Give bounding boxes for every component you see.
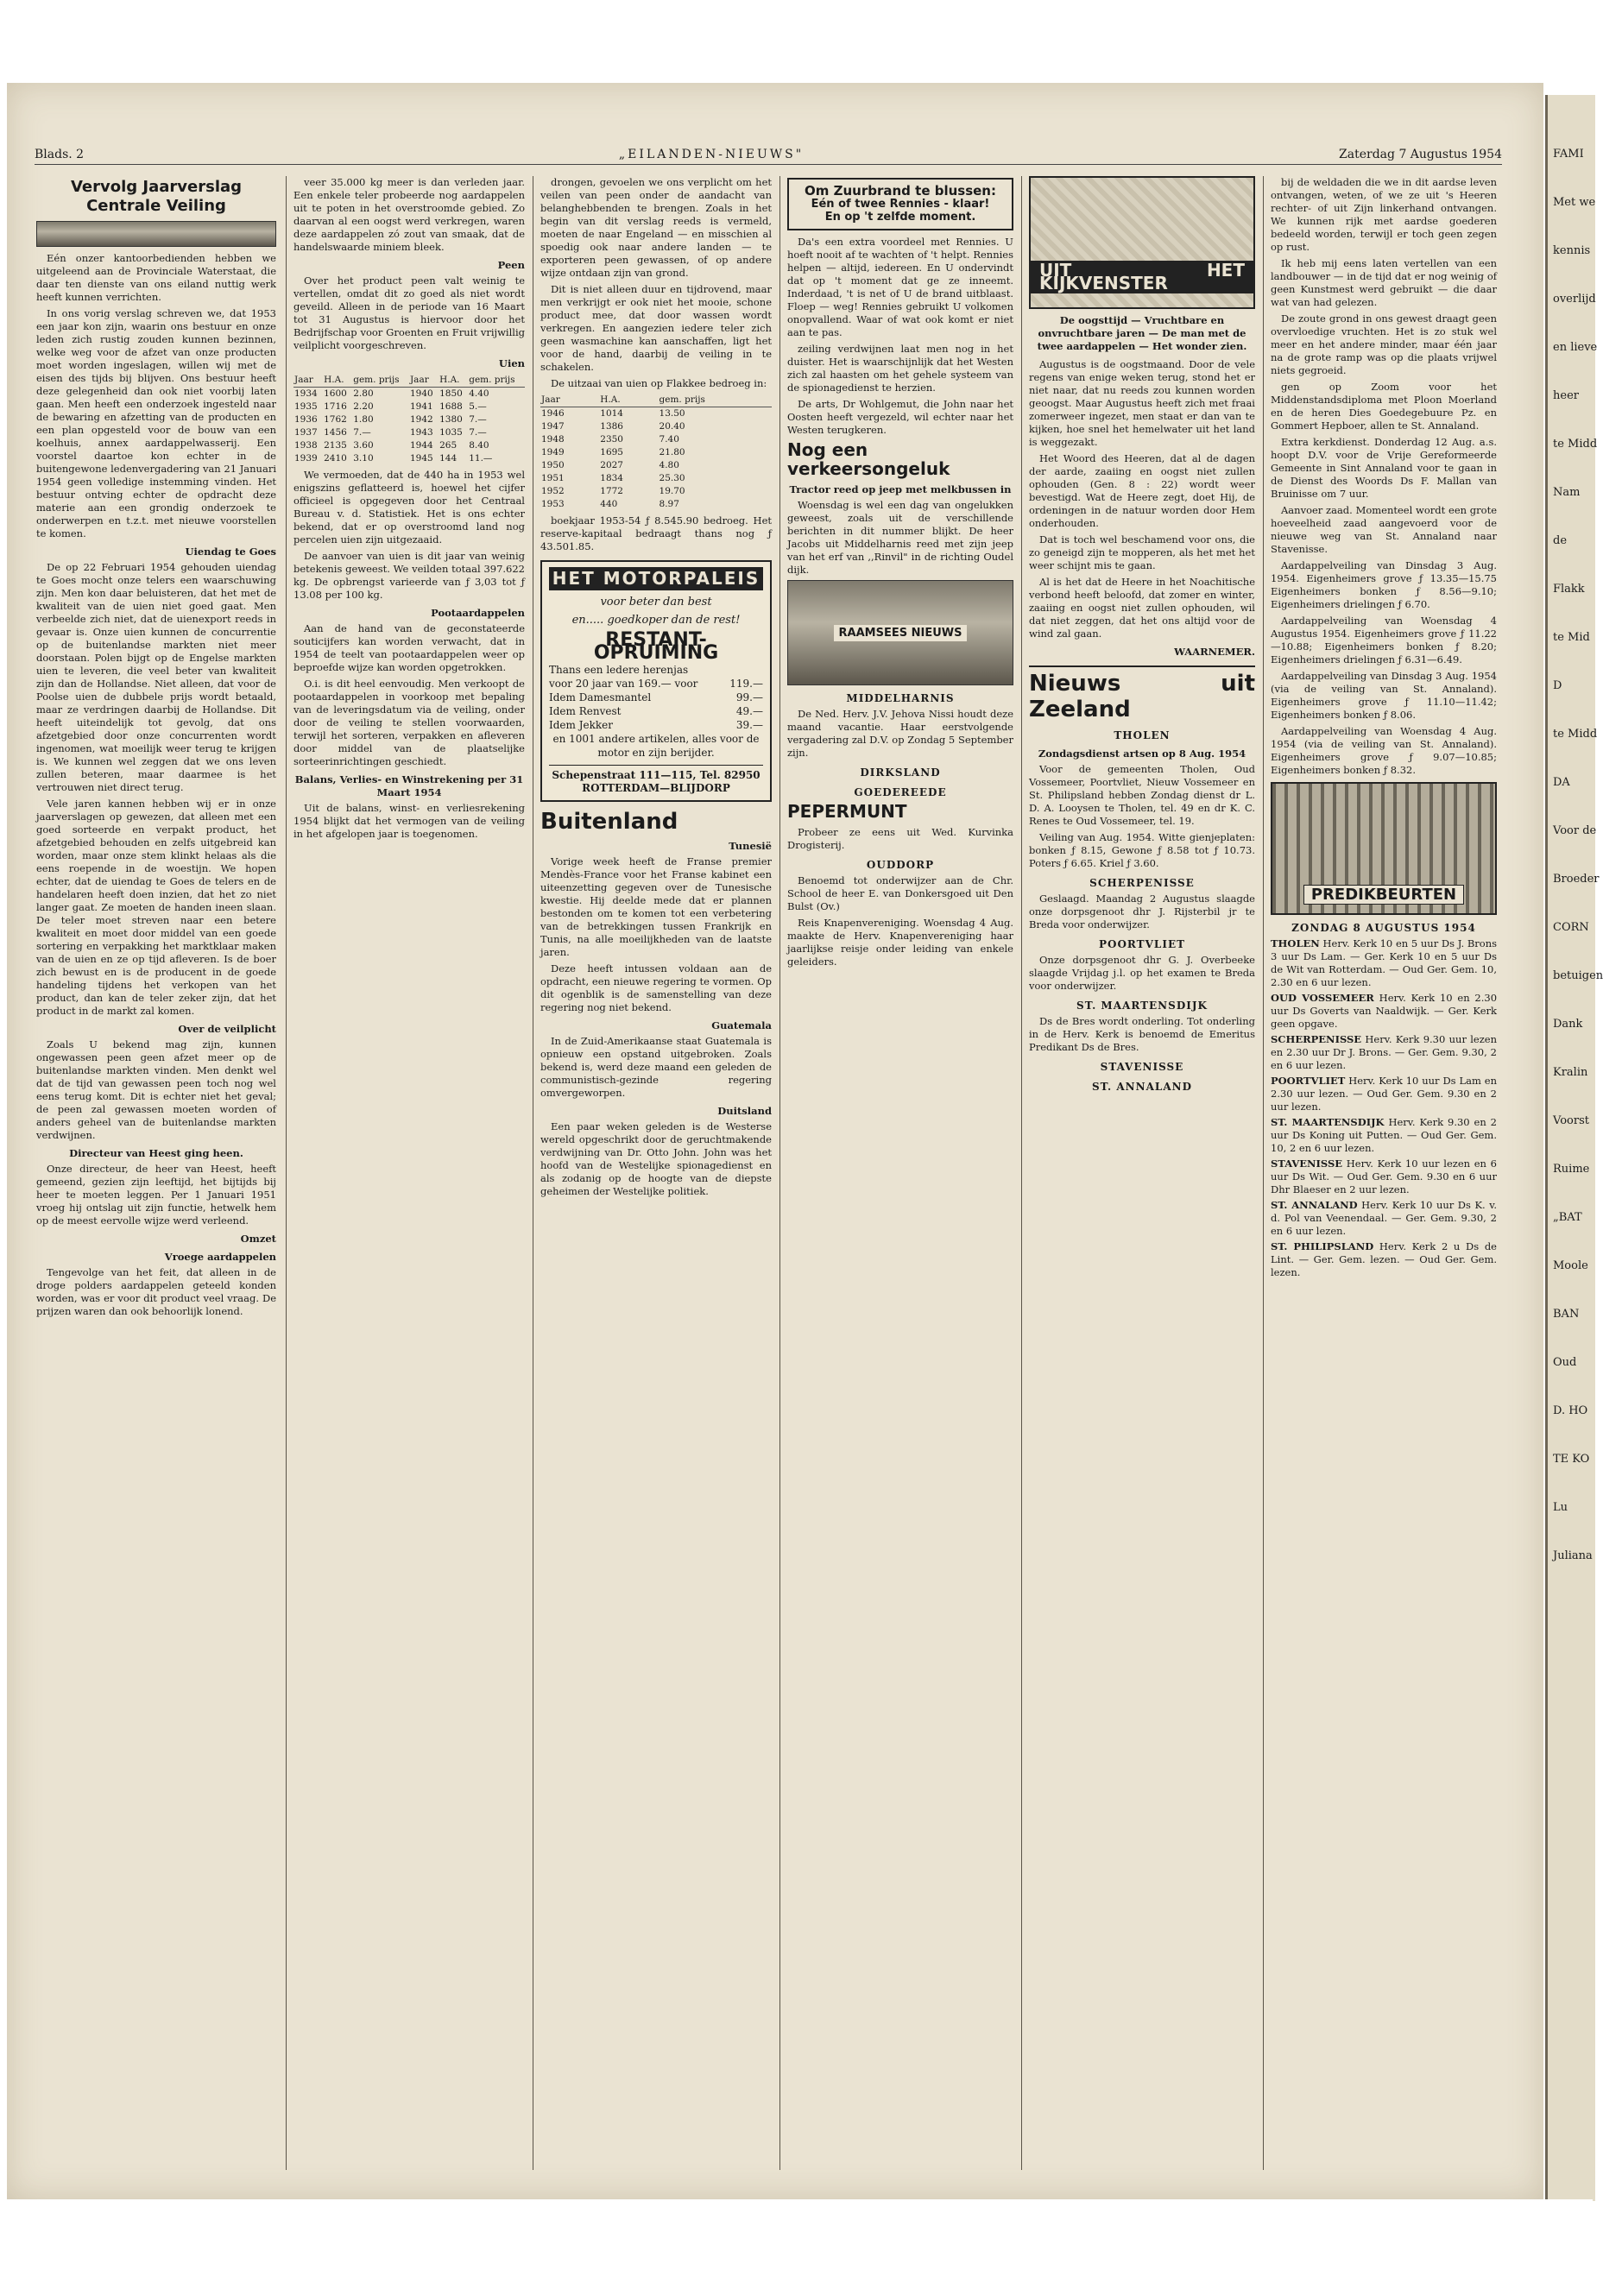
article-title-jaarverslag: Vervolg Jaarverslag Centrale Veiling [70, 178, 243, 215]
table-cell: 1950 [541, 460, 565, 470]
table-cell: 3.10 [353, 453, 374, 464]
schedule-entry [1271, 1033, 1497, 1072]
adjacent-page-text: Ruime [1553, 1163, 1590, 1176]
schedule-place: ST. PHILIPSLAND [1271, 1240, 1374, 1252]
column-4 [787, 176, 1013, 2170]
subheading-guatemala: Guatemala [711, 1019, 772, 1031]
ad-headline: RESTANT-OPRUIMING [593, 629, 719, 664]
article-paragraph: De uitzaai van uien op Flakkee bedroeg in: [551, 377, 767, 389]
table-cell: 1014 [600, 408, 623, 419]
column-1 [36, 176, 276, 2170]
adjacent-page-text: Oud [1553, 1356, 1577, 1369]
table-cell: 1952 [541, 486, 565, 496]
table-cell: 1850 [439, 388, 463, 399]
table-cell: 7.40 [659, 434, 679, 445]
subheading-pootaardappelen: Pootaardappelen [431, 607, 525, 619]
schedule-place: ST. MAARTENSDIJK [1271, 1116, 1385, 1128]
subheading-veilplicht: Over de veilplicht [178, 1023, 276, 1035]
article-paragraph: Het Woord des Heeren, dat al de dagen der aarde, zaaiing en oogst niet zullen ophouden (Gen. 8 : 22) wordt weer bevestigd. Wat de Heere zegt, doet Hij, de ordeningen in de natuur worden door Hem onderhouden. [1029, 452, 1255, 529]
table-cell: 7.— [469, 414, 487, 425]
table-cell: 2027 [600, 460, 623, 470]
adjacent-page-text: overlijd [1553, 293, 1596, 306]
article-paragraph: Al is het dat de Heere in het Noachitische verbond heeft beloofd, dat zomer en winter, zaaiing en oogst niet zullen ophouden, wil dat niet zeggen, dat het ons altijd voor de wind zal gaan. [1029, 576, 1255, 640]
table-cell: 2350 [600, 434, 623, 445]
article-paragraph: De zoute grond in ons gewest draagt geen overvloedige vruchten. Het is zo stuk wel meer en het andere minder, maar één jaar na de grote ramp was op die plaats vrijwel niets gegroeid. [1271, 312, 1497, 376]
place-heading: THOLEN [1114, 729, 1171, 741]
place-heading: ST. ANNALAND [1091, 1081, 1193, 1093]
table-row [540, 407, 772, 421]
table-row [293, 426, 525, 439]
ad-item: Idem Damesmantel [549, 691, 652, 703]
article-paragraph: In ons vorig verslag schreven we, dat 1953 een jaar kon zijn, waarin ons bestuur en onze leden zich rustig zouden kunnen bezinnen, welke weg voor de afzet van onze producten moet worden ingeslagen, willen wij met de eisen des tijds bij blijven. Ons bestuur heeft deze gelegenheid dan ook niet voorbij laten gaan. Men heeft een onderzoek ingesteld naar de bewaring en afzetting van de producten en een plan opgesteld voor de bouw van een koelhuis, annex aardappelwasserij. Een voorstel daartoe kon echter in de buitengewone ledenvergadering van 21 Januari 1954 geen volledige instemming vinden. Het bestuur ontving echter de opdracht deze materie aan een grondig onderzoek te onderwerpen en t.z.t. met nieuwe voorstellen te komen. [36, 307, 276, 539]
column-3 [540, 176, 772, 2170]
section-title-buitenland: Buitenland [540, 809, 678, 835]
scan-bottom-margin [0, 2199, 1593, 2296]
table-cell: 25.30 [659, 473, 685, 483]
article-paragraph: Geslaagd. Maandag 2 Augustus slaagde onze dorpsgenoot dhr J. Rijsterbil jr te Breda voor onderwijzer. [1029, 893, 1255, 930]
table-cell: 1948 [541, 434, 565, 445]
article-paragraph: In de Zuid-Amerikaanse staat Guatemala is opnieuw een opstand uitgebroken. Zoals bekend is, werd deze maand een geleden de communistisch-gezinde regering omvergeworpen. [540, 1035, 772, 1099]
schedule-entry [1271, 1157, 1497, 1196]
table-cell: 4.80 [659, 460, 679, 470]
schedule-text: Herv. Kerk 10 uur lezen en 6 uur Ds Wit. — Oud Ger. Gem. 9.30 en 6 uur Dhr Blaeser en 2 uur lezen. [1271, 1157, 1498, 1195]
adjacent-page-text: Kralin [1553, 1066, 1588, 1079]
table-cell: 1937 [294, 427, 318, 438]
table-header: H.A. [439, 374, 468, 388]
schedule-entry [1271, 1199, 1497, 1238]
subheading-omzet: Omzet [240, 1233, 276, 1245]
adjacent-page-text: BAN [1553, 1308, 1580, 1321]
table-row [293, 401, 525, 413]
column-rule [1263, 176, 1264, 2170]
ad-item: Idem Renvest [549, 705, 622, 717]
article-paragraph: drongen, gevoelen we ons verplicht om het veilen van peen onder de aandacht van belanghebbenden te brengen. Zoals in het begin van dit verslag reeds is vermeld, moeten de naar Engeland — en misschien al spoedig ook naar andere landen — te exporteren peen gewassen, of op andere wijze ontdaan zijn van grond. [540, 176, 772, 279]
article-paragraph: Extra kerkdienst. Donderdag 12 Aug. a.s. hoopt D.V. voor de Vrije Gereformeerde Gemeente in Sint Annaland voor te gaan in de Dienst des Woords Ds F. Mallan van Bruinisse om 7 uur. [1271, 436, 1497, 500]
table-cell: 7.— [353, 427, 371, 438]
adjacent-page-text: heer [1553, 389, 1579, 402]
table-cell: 440 [600, 499, 618, 509]
table-header: Jaar [293, 374, 323, 388]
subheading-tunesie: Tunesië [729, 840, 772, 852]
table-cell: 1035 [439, 427, 463, 438]
table-cell: 8.40 [469, 440, 489, 451]
table-cell: 1386 [600, 421, 623, 432]
ad-address: Schepenstraat 111—115, Tel. 82950 ROTTERDAM—BLIJDORP [549, 765, 763, 795]
table-cell: 1380 [439, 414, 463, 425]
article-paragraph: Deze heeft intussen voldaan aan de opdracht, een nieuwe regering te vormen. Op dit ogenblik is de samenstelling van deze regering nog niet bekend. [540, 962, 772, 1013]
article-paragraph: De op 22 Februari 1954 gehouden uiendag te Goes mocht onze telers een waarschuwing zijn. Men kon daar beluisteren, dat het met de kwaliteit van de uien niet goed gaat. Men verbeelde zich niet, dat de uienexport reeds in gevaar is. Onze uien kunnen de concurrentie op de buitenlandse markten niet meer doorstaan. Polen bijgt op de Engelse markten uien te leveren, die veel beter van kwaliteit zijn dan de Hollandse. Niet alleen, dat voor de Poolse uien de dubbele prijs wordt betaald, maar ze verdringen daarbij de Hollandse. Dit heeft uiteindelijk tot gevolg, dat ons afzetgebied door onze concurrenten wordt ingenomen, wat moeilijk weer terug te krijgen is. We kunnen wel zeggen dat we ons leven zullen beteren, maar daarmee is het vertrouwen niet direct terug. [36, 561, 276, 793]
table-cell: 1762 [324, 414, 347, 425]
place-heading: ST. MAARTENSDIJK [1076, 1000, 1208, 1012]
table-row [293, 452, 525, 465]
adjacent-page-text: Dank [1553, 1018, 1583, 1031]
ad-price: 39.— [735, 719, 763, 731]
illustration-label: RAAMSEES NIEUWS [834, 625, 968, 641]
table-cell: 1939 [294, 453, 318, 464]
subheading-balans: Balans, Verlies- en Winstrekening per 31 Maart 1954 [294, 773, 524, 798]
ad-price: 99.— [735, 691, 763, 703]
schedule-text: Herv. Kerk 10 uur Ds Lam en 2.30 uur lezen. — Oud Ger. Gem. 9.30 en 2 uur lezen. [1271, 1075, 1497, 1113]
schedule-entry [1271, 992, 1497, 1031]
adjacent-page-text: te Midd [1553, 438, 1598, 451]
table-cell: 1834 [600, 473, 623, 483]
table-cell: 1946 [541, 408, 565, 419]
subheading-uiendag: Uiendag te Goes [185, 546, 276, 558]
article-paragraph: gen op Zoom voor het Middenstandsdiploma met Ploon Moerland en de heren Dies Goedegebuure Pz. en Gommert Hepboer, allen te St. Annaland. [1271, 381, 1497, 432]
table-cell: 8.97 [659, 499, 679, 509]
article-subtitle: Tractor reed op jeep met melkbussen in [789, 483, 1012, 495]
ad-slogan: voor beter dan best [600, 596, 712, 609]
column-5 [1029, 176, 1255, 2170]
table-header: H.A. [323, 374, 352, 388]
table-cell: 1935 [294, 401, 318, 412]
table-cell: 1940 [409, 388, 433, 399]
article-paragraph: Dit is niet alleen duur en tijdrovend, maar men verkrijgt er ook niet het mooie, schone product mee, dat door wassen wordt verkregen. En aangezien iedere teler zich geen wasmachine kan aanschaffen, ligt het voor de hand, daarbij de veiling in te schakelen. [540, 283, 772, 373]
table-row [540, 433, 772, 446]
table-header: gem. prijs [659, 394, 772, 407]
article-paragraph: Een paar weken geleden is de Westerse wereld opgeschrikt door de geruchtmakende verdwijning van Dr. Otto John. John was het hoofd van de Westelijke spionagedienst en als zodanig op de hoogte van de diepste geheimen der Westelijke politiek. [540, 1120, 772, 1197]
table-cell: 1945 [409, 453, 433, 464]
article-paragraph: Tengevolge van het feit, dat alleen in de droge polders aardappelen geteeld konden worden, was er voor dit product veel vraag. De prijzen waren dan ook behoorlijk lonend. [36, 1266, 276, 1317]
adjacent-page-text: en lieve [1553, 341, 1598, 354]
table-cell: 20.40 [659, 421, 685, 432]
schedule-text: Herv. Kerk 2 u Ds de Lint. — Ger. Gem. lezen. — Oud Ger. Gem. lezen. [1271, 1240, 1497, 1278]
schedule-text: Herv. Kerk 9.30 uur lezen en 2.30 uur Dr J. Brons. — Ger. Gem. 9.30, 2 en 6 uur lezen. [1271, 1033, 1498, 1071]
adjacent-page-text: te Midd [1553, 728, 1598, 741]
table-row [293, 388, 525, 401]
church-schedule [1271, 937, 1497, 1279]
schedule-entry [1271, 1116, 1497, 1155]
table-cell: 1936 [294, 414, 318, 425]
adjacent-page-text: te Mid [1553, 631, 1590, 644]
predikbeurten-illustration [1271, 782, 1497, 915]
table-cell: 2410 [324, 453, 347, 464]
table-cell: 265 [439, 440, 458, 451]
schedule-entry [1271, 1075, 1497, 1113]
schedule-place: POORTVLIET [1271, 1075, 1346, 1087]
article-paragraph: veer 35.000 kg meer is dan verleden jaar. Een enkele teler probeerde nog aardappelen uit te poten in het overstroomde gebied. Zo daarvan al een oogst werd verkregen, waren deze aardappelen zó zout van smaak, dat de handelswaarde miniem bleek. [293, 176, 525, 253]
article-paragraph: Benoemd tot onderwijzer aan de Chr. School de heer E. van Donkersgoed uit Den Bulst (Ov.) [787, 874, 1013, 912]
adjacent-page-text: de [1553, 534, 1568, 547]
table-cell: 1953 [541, 499, 565, 509]
schedule-text: Herv. Kerk 10 en 2.30 uur Ds Goverts van Naaldwijk. — Ger. Kerk geen opgave. [1271, 992, 1498, 1030]
table-row [293, 439, 525, 452]
adjacent-page-text: Moole [1553, 1259, 1588, 1272]
place-heading: DIRKSLAND [860, 766, 941, 779]
ad-price-row [549, 704, 763, 718]
table-cell: 13.50 [659, 408, 685, 419]
adjacent-page-text: TE KO [1553, 1453, 1590, 1466]
sunday-date: ZONDAG 8 AUGUSTUS 1954 [1291, 922, 1476, 934]
newspaper-name: „EILANDEN-NIEUWS" [618, 148, 805, 161]
article-paragraph: Vorige week heeft de Franse premier Mendès-France voor het Franse kabinet een uiteenzetting gegeven over de Tunesische kwestie. Hij deelde mede dat er plannen bestonden om te komen tot een verbetering van de betrekkingen tussen Frankrijk en Tunis, na alle moeilijkheden van de laatste jaren. [540, 855, 772, 958]
issue-date: Zaterdag 7 Augustus 1954 [1339, 148, 1502, 161]
table-header: H.A. [599, 394, 658, 407]
place-heading: MIDDELHARNIS [846, 692, 955, 704]
table-cell: 21.80 [659, 447, 685, 457]
table-cell: 1695 [600, 447, 623, 457]
table-header: Jaar [540, 394, 599, 407]
schedule-place: SCHERPENISSE [1271, 1033, 1362, 1045]
table-cell: 1.80 [353, 414, 374, 425]
table-cell: 1772 [600, 486, 623, 496]
article-paragraph: Aardappelveiling van Woensdag 4 Augustus 1954. Eigenheimers grove ƒ 11.22—10.88; Eigenheimers bonken ƒ 8.20; Eigenheimers drielingen ƒ 6.31—6.49. [1271, 615, 1497, 665]
article-paragraph: Aan de hand van de geconstateerde souticijfers kan worden verwacht, dat in 1954 de teelt van pootaardappelen weer op beproefde wijze kan worden opgetrokken. [293, 622, 525, 673]
adjacent-page-text: CORN [1553, 921, 1589, 934]
place-heading: STAVENISSE [1100, 1061, 1184, 1073]
adjacent-page-text: FAMI [1553, 148, 1584, 161]
table-row [540, 472, 772, 485]
subheading-vroege-aardappelen: Vroege aardappelen [164, 1251, 276, 1263]
table-cell: 144 [439, 453, 458, 464]
rennies-advertisement [787, 178, 1013, 230]
place-heading: OUDDORP [866, 859, 935, 871]
subheading-directeur: Directeur van Heest ging heen. [69, 1147, 243, 1159]
ad-item: voor 20 jaar van 169.— voor [549, 678, 698, 690]
table-header: gem. prijs [468, 374, 525, 388]
table-cell: 1947 [541, 421, 565, 432]
adjacent-page-text: „BAT [1553, 1211, 1582, 1224]
article-paragraph: Eén onzer kantoorbedienden hebben we uitgeleend aan de Provinciale Waterstaat, die daar ten dienste van ons eiland nuttig werk heeft kunnen verrichten. [36, 252, 276, 303]
table-cell: 7.— [469, 427, 487, 438]
adjacent-page-text: Broeder [1553, 873, 1600, 886]
column-rule [779, 176, 780, 2170]
article-paragraph: Onze directeur, de heer van Heest, heeft gemeend, gezien zijn leeftijd, het bijtijds bij heer te moeten leggen. Per 1 Januari 1951 vroeg hij ontslag uit zijn functie, hetwelk hem op de meest eervolle wijze werd verleend. [36, 1163, 276, 1227]
table-cell: 1688 [439, 401, 463, 412]
schedule-text: Herv. Kerk 10 uur Ds K. v. d. Pol van Veenendaal. — Ger. Gem. 9.30, 2 en 6 uur lezen. [1271, 1199, 1497, 1237]
table-cell: 4.40 [469, 388, 489, 399]
article-paragraph: Reis Knapenvereniging. Woensdag 4 Aug. maakte de Herv. Knapenvereniging haar jaarlijkse reisje onder leiding van enkele geleiders. [787, 917, 1013, 968]
ad-title: HET MOTORPALEIS [549, 567, 763, 590]
adjacent-page-text: Flakk [1553, 583, 1585, 596]
article-paragraph: De arts, Dr Wohlgemut, die John naar het Oosten heeft vergezeld, wil echter naar het Westen terugkeren. [787, 398, 1013, 436]
table-row [540, 420, 772, 433]
ad-item: Thans een ledere herenjas [549, 664, 689, 676]
subheading-duitsland: Duitsland [717, 1105, 772, 1117]
adjacent-page-text: D [1553, 679, 1562, 692]
table-row [540, 459, 772, 472]
article-paragraph: bij de weldaden die we in dit aardse leven ontvangen, weten, of we ze uit 's Heeren rechter- of uit Zijn linkerhand ontvangen. We kunnen rijk met aardse goederen bedeeld worden, terwijl er toch geen zegen op rust. [1271, 176, 1497, 253]
table-cell: 19.70 [659, 486, 685, 496]
scan-top-margin [0, 0, 1593, 83]
ad-headline: Eén of twee Rennies - klaar! [811, 198, 990, 211]
table-header: gem. prijs [352, 374, 409, 388]
schedule-entry [1271, 937, 1497, 989]
article-paragraph: Ik heb mij eens laten vertellen van een landbouwer — in de tijd dat er nog weinig of geen Kunstmest werd gebruikt — die daar wat van had gelezen. [1271, 257, 1497, 308]
table-row [540, 446, 772, 459]
adjacent-page-text: Juliana [1553, 1549, 1593, 1562]
article-paragraph: De Ned. Herv. J.V. Jehova Nissi houdt deze maand vacantie. Haar eerstvolgende vergadering zal D.V. op Zondag 5 September zijn. [787, 708, 1013, 759]
schedule-text: Herv. Kerk 10 en 5 uur Ds J. Brons 3 uur Ds Lam. — Ger. Kerk 10 en 5 uur Ds de Wit van Rotterdam. — Oud Ger. Gem. 10, 2.30 en 6 uur lezen. [1271, 937, 1497, 988]
motorpaleis-advertisement [540, 560, 772, 802]
jaarverslag-photo [36, 221, 276, 247]
column-6 [1271, 176, 1497, 2170]
article-paragraph: Voor de gemeenten Tholen, Oud Vossemeer, Poortvliet, Nieuw Vossemeer en St. Philipsland hebben Zondag dienst dr L. D. A. Looysen te Tholen, tel. 49 en dr K. C. Renes te Oud Vossemeer, tel. 19. [1029, 763, 1255, 827]
column-2 [293, 176, 525, 2170]
column-rule [286, 176, 287, 2170]
adjacent-page-text: Nam [1553, 486, 1581, 499]
ad-price: 119.— [729, 678, 763, 690]
article-paragraph: Vele jaren kannen hebben wij er in onze jaarverslagen op gewezen, dat alleen met een goed sorteerde en verpakt product, het afzetgebied behouden en zelfs uitgebreid kan worden, maar onze stem klinkt helaas als die eens roepende in de woestijn. We hopen echter, dat de uiendag te Goes de telers en de handelaren heeft doen inzien, dat het zo niet langer gaat. Ze moeten de handen ineen slaan. De teler moet streven naar een betere kwaliteit en moet door middel van een goede sortering en verpakking het marktklaar maken van de uien en ze op tijd afleveren. Is de boer zich bewust en is de producent in de goede handeling tijdens het verkopen van het product, dan kan de teler zeker zijn, dat het product in de markt zal komen. [36, 798, 276, 1017]
ad-headline: Om Zuurbrand te blussen: [805, 183, 996, 199]
table-cell: 2135 [324, 440, 347, 451]
schedule-text: Herv. Kerk 9.30 en 2 uur Ds Koning uit Putten. — Oud Ger. Gem. 10, 2 en 6 uur lezen. [1271, 1116, 1498, 1154]
table-cell: 5.— [469, 401, 487, 412]
table-cell: 1943 [409, 427, 433, 438]
place-heading: GOEDEREEDE [854, 786, 947, 798]
article-title-verkeersongeluk: Nog een verkeersongeluk [787, 439, 950, 479]
kijkvenster-label: UIT HET KIJKVENSTER [1031, 261, 1253, 293]
article-paragraph: boekjaar 1953-54 ƒ 8.545.90 bedroeg. Het reserve-kapitaal bedraagt thans nog ƒ 43.501.85. [540, 514, 772, 552]
article-paragraph: O.i. is dit heel eenvoudig. Men verkoopt de pootaardappelen in voorkoop met bepaling van de leveringsdatum via de veiling, onder door de veiling te stellen voorwaarden, terwijl het sorteren, verpakken en afleveren door middel van de plaatselijke sorteerinrichtingen geschiedt. [293, 678, 525, 767]
ad-price-row [549, 663, 763, 677]
table-cell: 1456 [324, 427, 347, 438]
adjacent-page-edge [1545, 95, 1603, 2201]
ad-item: Idem Jekker [549, 719, 614, 731]
table-cell: 1942 [409, 414, 433, 425]
table-cell: 11.— [469, 453, 493, 464]
ad-price-list [549, 663, 763, 732]
article-paragraph: Uit de balans, winst- en verliesrekening 1954 blijkt dat het vermogen van de veiling in het afgelopen jaar is toegenomen. [293, 802, 525, 840]
article-paragraph: Augustus is de oogstmaand. Door de vele regens van enige weken terug, stond het er niet naar, dat nu reeds zou kunnen worden geoogst. Maar Augustus heeft zich met fraai zomerweer ingezet, men staat er dan van te kijken, hoe snel het hemelwater uit het land is weggezakt. [1029, 358, 1255, 448]
ad-slogan: en..... goedkoper dan de rest! [571, 614, 741, 627]
schedule-place: THOLEN [1271, 937, 1320, 949]
subheading-peen: Peen [497, 259, 525, 271]
ad-price-row [549, 677, 763, 691]
table-cell: 2.20 [353, 401, 374, 412]
place-heading: SCHERPENISSE [1089, 877, 1195, 889]
page-header [35, 145, 1502, 165]
ad-subline: En op 't zelfde moment. [824, 211, 976, 224]
table-cell: 1951 [541, 473, 565, 483]
table-cell: 1938 [294, 440, 318, 451]
article-paragraph: Aardappelveiling van Dinsdag 3 Aug. 1954 (via de veiling van St. Annaland). Eigenheimers grove ƒ 11.10—11.42; Eigenheimers bonken ƒ 8.06. [1271, 670, 1497, 721]
kijkvenster-caption: De oogsttijd — Vruchtbare en onvruchtbare jaren — De man met de twee aardappelen — Het wonder zien. [1037, 314, 1247, 352]
section-title-zeeland: Nieuws uit Zeeland [1029, 665, 1255, 722]
predikbeurten-label: PREDIKBEURTEN [1303, 885, 1464, 905]
schedule-entry [1271, 1240, 1497, 1279]
kijkvenster-illustration [1029, 176, 1255, 309]
schedule-place: STAVENISSE [1271, 1157, 1343, 1170]
article-paragraph: Da's een extra voordeel met Rennies. U hoeft nooit af te wachten of 't helpt. Rennies helpen — altijd, iedereen. En U ondervindt dat op 't moment dat ge ze inneemt. Inderdaad, 't is net of U de brand uitblaast. Floep — weg! Rennies gebruikt U volkomen onopvallend. Waar of wat ook komt er niet aan te pas. [787, 236, 1013, 338]
table-cell: 1944 [409, 440, 433, 451]
uien-price-table-2 [540, 394, 772, 511]
schedule-place: ST. ANNALAND [1271, 1199, 1358, 1211]
article-paragraph: We vermoeden, dat de 440 ha in 1953 wel enigszins geflatteerd is, hoewel het cijfer officieel is opgegeven door het Centraal Bureau v. d. Statistiek. Het is ons echter bekend, dat er op overstroomd land nog percelen uien zijn uitgezaaid. [293, 469, 525, 546]
adjacent-page-text: Voorst [1553, 1114, 1589, 1127]
article-paragraph: Woensdag is wel een dag van ongelukken geweest, zoals uit de verschillende berichten in dit nummer blijkt. De heer Jacobs uit Middelharnis reed met zijn jeep van het erf van ,,Rinvil" in de richting Oudel dijk. [787, 499, 1013, 576]
page-number: Blads. 2 [35, 148, 85, 161]
table-cell: 1716 [324, 401, 347, 412]
table-cell: 1949 [541, 447, 565, 457]
table-cell: 1600 [324, 388, 347, 399]
table-cell: 1941 [409, 401, 433, 412]
article-paragraph: Ds de Bres wordt onderling. Tot onderling in de Herv. Kerk is benoemd de Emeritus Predikant Ds de Bres. [1029, 1015, 1255, 1053]
article-paragraph: Aanvoer zaad. Momenteel wordt een grote hoeveelheid zaad aangevoerd voor de nieuwe weg van St. Annaland naar Stavenisse. [1271, 504, 1497, 555]
table-header: Jaar [409, 374, 439, 388]
table-row [293, 413, 525, 426]
table-cell: 3.60 [353, 440, 374, 451]
article-paragraph: zeiling verdwijnen laat men nog in het duister. Het is waarschijnlijk dat het Westen zich zal haasten om het gehele systeem van de spionagedienst te herzien. [787, 343, 1013, 394]
adjacent-page-text: D. HO [1553, 1404, 1588, 1417]
adjacent-page-text: kennis [1553, 244, 1591, 257]
column-rule [1021, 176, 1022, 2170]
adjacent-page-text: betuigen [1553, 969, 1603, 982]
ad-price-row [549, 691, 763, 704]
article-paragraph: Zoals U bekend mag zijn, kunnen ongewassen peen geen afzet meer op de buitenlandse markten vinden. Men denkt wel dat de tijd van gewassen peen toch nog wel eens terug komt. Dit is echter niet het geval; de peen zal gewassen moeten worden of anders geheel van de buitenlandse markten verdwijnen. [36, 1038, 276, 1141]
article-paragraph: Onze dorpsgenoot dhr G. J. Overbeeke slaagde Vrijdag j.l. op het examen te Breda voor onderwijzer. [1029, 954, 1255, 992]
article-paragraph: De aanvoer van uien is dit jaar van weinig betekenis geweest. We veilden totaal 397.622 kg. De opbrengst varieerde van ƒ 3,03 tot ƒ 13.08 per 100 kg. [293, 550, 525, 601]
table-cell: 1934 [294, 388, 318, 399]
article-paragraph: Over het product peen valt weinig te vertellen, omdat dit zo goed als niet wordt geveild. Alleen in de periode van 16 Maart tot 31 Augustus is hiervoor door het Bedrijfschap voor Groenten en Fruit vrijwillig veilplicht voorgeschreven. [293, 274, 525, 351]
table-row [540, 498, 772, 511]
adjacent-page-text: DA [1553, 776, 1570, 789]
table-row [540, 485, 772, 498]
pepermunt-heading: PEPERMUNT [787, 801, 907, 822]
ad-text: en 1001 andere artikelen, alles voor de motor en zijn berijder. [552, 733, 760, 759]
ad-price: 49.— [735, 705, 763, 717]
uien-price-table-1 [293, 374, 525, 465]
subheading: Zondagsdienst artsen op 8 Aug. 1954 [1038, 747, 1246, 760]
place-heading: POORTVLIET [1098, 938, 1186, 950]
table-cell: 2.80 [353, 388, 374, 399]
article-paragraph: Veiling van Aug. 1954. Witte gienjeplaten: bonken ƒ 8.15, Gewone ƒ 8.58 tot ƒ 10.73. Poters ƒ 6.65. Kriel ƒ 3.60. [1029, 831, 1255, 869]
article-author: WAARNEMER. [1174, 646, 1255, 658]
adjacent-page-text: Met we [1553, 196, 1596, 209]
illustration-photo [787, 580, 1013, 685]
article-paragraph: Dat is toch wel beschamend voor ons, die zo geneigd zijn te mopperen, als het met het weer schijnt mis te gaan. [1029, 533, 1255, 571]
adjacent-page-text: Lu [1553, 1501, 1568, 1514]
subheading-uien: Uien [498, 357, 525, 369]
article-paragraph: Aardappelveiling van Dinsdag 3 Aug. 1954. Eigenheimers grove ƒ 13.35—15.75 Eigenheimers bonken ƒ 8.56—9.10; Eigenheimers drielingen ƒ 6.70. [1271, 559, 1497, 610]
adjacent-page-text: Voor de [1553, 824, 1597, 837]
article-paragraph: Aardappelveiling van Woensdag 4 Aug. 1954 (via de veiling van St. Annaland). Eigenheimers grove ƒ 9.07—10.85; Eigenheimers bonken ƒ 8.32. [1271, 725, 1497, 776]
ad-price-row [549, 718, 763, 732]
schedule-place: OUD VOSSEMEER [1271, 992, 1374, 1004]
article-paragraph: Probeer ze eens uit Wed. Kurvinka Drogisterij. [787, 826, 1013, 851]
